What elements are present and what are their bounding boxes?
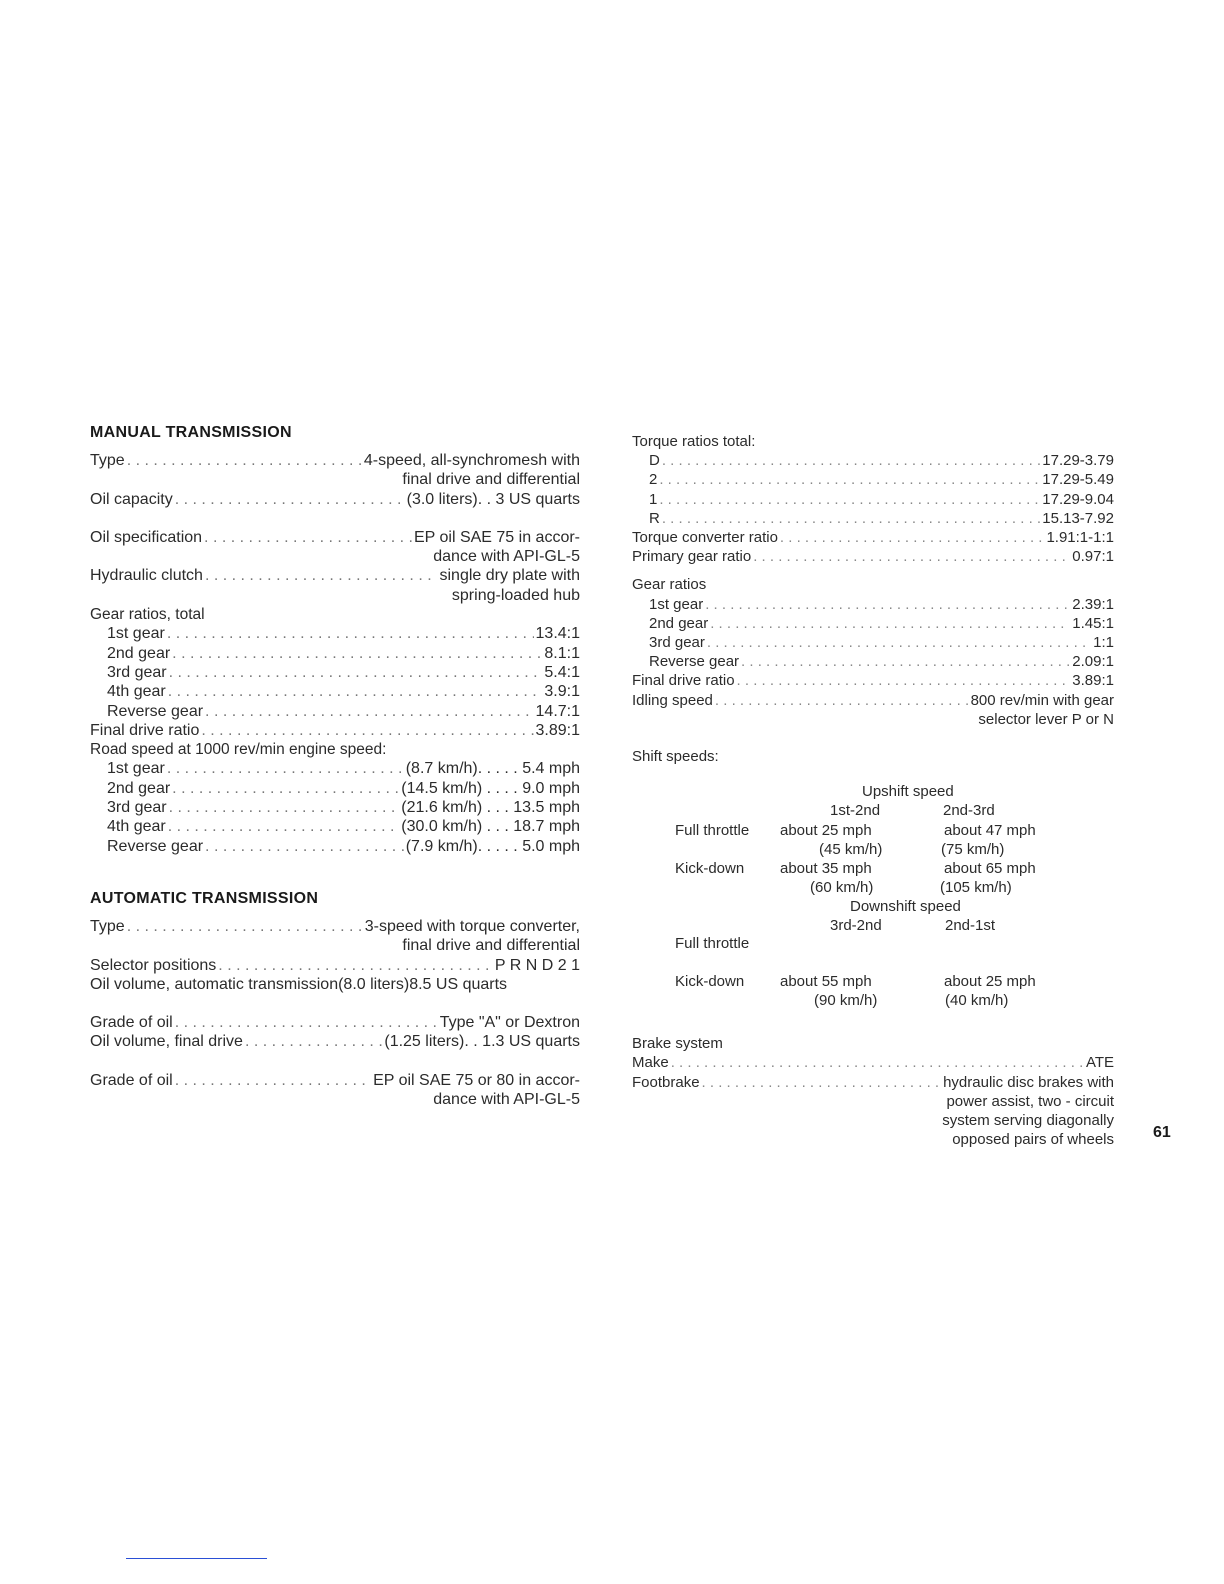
leader-dots xyxy=(245,1032,382,1051)
leader-dots xyxy=(167,624,534,643)
leader-dots xyxy=(205,702,533,721)
spec-value: (1.25 liters). . 1.3 US quarts xyxy=(384,1033,580,1051)
spec-continuation: spring-loaded hub xyxy=(451,586,580,604)
spec-continuation: final drive and differential xyxy=(402,937,580,955)
spec-value: 800 rev/min with gear xyxy=(970,691,1114,709)
spec-continuation: system serving diagonally xyxy=(942,1112,1114,1130)
gear-ratio-row xyxy=(90,624,580,643)
cell-value: about 65 mph xyxy=(944,860,1036,878)
spec-value: (8.7 km/h). . . . . 5.4 mph xyxy=(405,760,580,778)
gear-ratios-label: Gear ratios xyxy=(632,576,707,594)
gear-ratio-row xyxy=(632,633,1114,652)
spec-row-oil-volume-auto xyxy=(90,975,580,994)
spec-row-hydraulic-clutch xyxy=(90,566,580,585)
spec-value: 3.9:1 xyxy=(544,683,580,701)
spec-value: 1.91:1-1:1 xyxy=(1046,529,1114,547)
leader-dots xyxy=(662,451,1040,470)
torque-ratios-label: Torque ratios total: xyxy=(632,433,756,450)
spec-value: 2.39:1 xyxy=(1072,595,1114,613)
spec-value: single dry plate with xyxy=(439,567,580,585)
leader-dots xyxy=(662,509,1040,528)
manual-transmission-heading: MANUAL TRANSMISSION xyxy=(90,424,292,441)
spec-label: Oil volume, final drive xyxy=(90,1033,243,1051)
spec-value: 8.1:1 xyxy=(544,644,580,662)
cell-value: (40 km/h) xyxy=(945,992,1009,1010)
leader-dots xyxy=(167,759,404,778)
leader-dots xyxy=(705,595,1070,614)
spec-value: Type "A" or Dextron xyxy=(439,1014,580,1032)
spec-label: Final drive ratio xyxy=(632,672,735,690)
leader-dots xyxy=(218,956,493,975)
cell-value: (105 km/h) xyxy=(940,879,1012,897)
spec-label: 1st gear xyxy=(107,760,165,778)
spec-text: Oil volume, automatic transmission(8.0 liters)8.5 US quarts xyxy=(90,975,508,993)
cell-value: about 25 mph xyxy=(944,973,1036,991)
spec-label: Grade of oil xyxy=(90,1071,173,1089)
spec-row-converter-ratio xyxy=(632,528,1114,547)
spec-value: (3.0 liters). . 3 US quarts xyxy=(406,490,580,508)
spacer xyxy=(632,729,1114,747)
upshift-title: Upshift speed xyxy=(862,783,954,801)
spec-label: Hydraulic clutch xyxy=(90,567,203,585)
road-speed-label: Road speed at 1000 rev/min engine speed: xyxy=(90,741,387,759)
spec-value: 13.4:1 xyxy=(535,625,580,643)
spec-value: hydraulic disc brakes with xyxy=(943,1073,1114,1091)
row-label-kick-down: Kick-down xyxy=(675,860,745,878)
spec-value: EP oil SAE 75 or 80 in accor- xyxy=(373,1071,580,1089)
spec-label: 1 xyxy=(649,490,658,508)
leader-dots xyxy=(780,528,1045,547)
row-label-full-throttle: Full throttle xyxy=(675,822,750,840)
spec-label: Type xyxy=(90,917,125,935)
spec-label: Idling speed xyxy=(632,691,713,709)
gear-ratio-row xyxy=(632,614,1114,633)
torque-ratio-row xyxy=(632,509,1114,528)
spec-value: EP oil SAE 75 in accor- xyxy=(413,528,580,546)
leader-dots xyxy=(127,917,363,936)
spec-label: 3rd gear xyxy=(649,634,705,652)
leader-dots xyxy=(671,1053,1084,1072)
left-column xyxy=(90,424,580,1109)
torque-ratio-row xyxy=(632,490,1114,509)
spec-label: D xyxy=(649,452,660,470)
spec-label: Selector positions xyxy=(90,956,217,974)
spec-row-oil-capacity xyxy=(90,490,580,509)
spec-row-footbrake xyxy=(632,1073,1114,1092)
spec-value: 3.89:1 xyxy=(535,721,580,739)
spec-value: 1:1 xyxy=(1093,634,1114,652)
spec-label: Grade of oil xyxy=(90,1014,173,1032)
downshift-title: Downshift speed xyxy=(850,898,961,916)
spec-continuation: dance with API-GL-5 xyxy=(433,1091,580,1109)
spec-continuation: opposed pairs of wheels xyxy=(952,1131,1114,1149)
spec-value: 17.29-9.04 xyxy=(1042,490,1114,508)
spec-label: Reverse gear xyxy=(649,653,740,671)
leader-dots xyxy=(710,614,1070,633)
gear-ratio-row xyxy=(90,682,580,701)
spacer xyxy=(90,1052,580,1071)
leader-dots xyxy=(175,1071,371,1090)
spec-row-grade-of-oil xyxy=(90,1013,580,1032)
spec-label: 2nd gear xyxy=(107,644,171,662)
spec-label: Oil specification xyxy=(90,528,203,546)
page-number: 61 xyxy=(1153,1124,1171,1141)
leader-dots xyxy=(172,644,542,663)
spec-row-grade-of-oil-final xyxy=(90,1071,580,1090)
road-speed-row xyxy=(90,759,580,778)
spec-label: R xyxy=(649,509,660,527)
spec-row-oil-specification xyxy=(90,528,580,547)
cell-value: about 47 mph xyxy=(944,822,1036,840)
spec-value: 15.13-7.92 xyxy=(1042,509,1114,527)
gear-ratio-row xyxy=(632,652,1114,671)
cell-value: (45 km/h) xyxy=(819,841,883,859)
spec-label: 3rd gear xyxy=(107,799,167,817)
road-speed-row xyxy=(90,837,580,856)
leader-dots xyxy=(204,528,412,547)
col-header-2nd-1st: 2nd-1st xyxy=(945,917,996,935)
spec-label: 2nd gear xyxy=(107,779,171,797)
torque-ratio-row xyxy=(632,470,1114,489)
spec-value: 17.29-5.49 xyxy=(1042,471,1114,489)
spec-value: (30.0 km/h) . . . 18.7 mph xyxy=(401,818,580,836)
col-header-3rd-2nd: 3rd-2nd xyxy=(830,917,882,935)
spec-label: 1st gear xyxy=(649,595,704,613)
spec-label: Footbrake xyxy=(632,1073,700,1091)
gear-ratios-label: Gear ratios, total xyxy=(90,606,205,624)
leader-dots xyxy=(205,837,404,856)
spec-label: Oil capacity xyxy=(90,490,173,508)
spec-value: 3-speed with torque converter, xyxy=(364,917,580,935)
leader-dots xyxy=(715,691,969,710)
spec-row-oil-volume-final xyxy=(90,1032,580,1051)
right-column xyxy=(632,432,1114,1149)
spec-row-type xyxy=(90,451,580,470)
spacer xyxy=(90,509,580,528)
leader-dots xyxy=(175,1013,438,1032)
spec-label: Make xyxy=(632,1054,669,1072)
leader-dots xyxy=(169,798,400,817)
leader-dots xyxy=(205,566,438,585)
leader-dots xyxy=(127,451,362,470)
road-speed-row xyxy=(90,798,580,817)
leader-dots xyxy=(702,1073,942,1092)
spacer xyxy=(90,856,580,890)
gear-ratio-row xyxy=(632,595,1114,614)
cell-value: about 55 mph xyxy=(780,973,872,991)
leader-dots xyxy=(168,682,543,701)
gear-ratio-row xyxy=(90,702,580,721)
leader-dots xyxy=(168,817,400,836)
spacer xyxy=(632,566,1114,575)
spec-row-idling-speed xyxy=(632,691,1114,710)
spec-value: (14.5 km/h) . . . . 9.0 mph xyxy=(401,779,580,797)
spec-continuation: dance with API-GL-5 xyxy=(433,548,580,566)
spec-row-selector-positions xyxy=(90,956,580,975)
spec-value: 14.7:1 xyxy=(535,702,580,720)
gear-ratio-row xyxy=(90,644,580,663)
leader-dots xyxy=(707,633,1091,652)
cell-value: about 35 mph xyxy=(780,860,872,878)
col-header-2nd-3rd: 2nd-3rd xyxy=(943,802,995,820)
spec-label: 4th gear xyxy=(107,818,166,836)
spec-value: (21.6 km/h) . . . 13.5 mph xyxy=(401,799,580,817)
col-header-1st-2nd: 1st-2nd xyxy=(830,802,881,820)
spec-value: 0.97:1 xyxy=(1072,548,1114,566)
spec-row-make xyxy=(632,1053,1114,1072)
spec-label: Torque converter ratio xyxy=(632,529,778,547)
spec-value: 1.45:1 xyxy=(1072,614,1114,632)
spec-row-primary-gear xyxy=(632,547,1114,566)
torque-ratio-row xyxy=(632,451,1114,470)
spec-label: Reverse gear xyxy=(107,837,204,855)
shift-speeds-table xyxy=(632,766,1114,1010)
cell-value: (90 km/h) xyxy=(814,992,878,1010)
gear-ratio-row xyxy=(90,663,580,682)
spec-value: 5.4:1 xyxy=(544,663,580,681)
spec-label: 2nd gear xyxy=(649,614,709,632)
row-label-full-throttle: Full throttle xyxy=(675,935,750,953)
spec-value: 17.29-3.79 xyxy=(1042,452,1114,470)
leader-dots xyxy=(201,721,533,740)
spec-value: 4-speed, all-synchromesh with xyxy=(363,452,580,469)
spec-value: P R N D 2 1 xyxy=(494,956,580,974)
spec-value: 3.89:1 xyxy=(1072,672,1114,690)
spacer xyxy=(90,994,580,1013)
leader-dots xyxy=(753,547,1070,566)
cell-value: about 25 mph xyxy=(780,822,872,840)
leader-dots xyxy=(659,470,1040,489)
spec-label: Type xyxy=(90,452,125,469)
road-speed-row xyxy=(90,779,580,798)
shift-speeds-label: Shift speeds: xyxy=(632,748,719,766)
leader-dots xyxy=(175,490,405,509)
leader-dots xyxy=(169,663,543,682)
spec-value: ATE xyxy=(1085,1054,1114,1072)
footnote-rule xyxy=(126,1558,267,1559)
spec-continuation: power assist, two - circuit xyxy=(946,1092,1114,1110)
leader-dots xyxy=(172,779,399,798)
spec-continuation: final drive and differential xyxy=(402,471,580,489)
spec-label: Final drive ratio xyxy=(90,721,200,739)
spec-label: 4th gear xyxy=(107,683,166,701)
spec-row-final-drive xyxy=(632,671,1114,690)
spec-label: Reverse gear xyxy=(107,702,204,720)
spec-value: (7.9 km/h). . . . . 5.0 mph xyxy=(405,837,580,855)
brake-system-label: Brake system xyxy=(632,1035,723,1053)
cell-value: (60 km/h) xyxy=(810,879,874,897)
row-label-kick-down: Kick-down xyxy=(675,973,745,991)
spec-continuation: selector lever P or N xyxy=(978,710,1114,728)
spec-label: 2 xyxy=(649,471,658,489)
spec-row-auto-type xyxy=(90,917,580,936)
cell-value: (75 km/h) xyxy=(941,841,1005,859)
automatic-transmission-heading: AUTOMATIC TRANSMISSION xyxy=(90,889,319,907)
spec-label: 1st gear xyxy=(107,625,165,643)
spec-label: Primary gear ratio xyxy=(632,548,752,566)
leader-dots xyxy=(737,671,1071,690)
road-speed-row xyxy=(90,817,580,836)
spec-row-final-drive xyxy=(90,721,580,740)
leader-dots xyxy=(741,652,1070,671)
spec-label: 3rd gear xyxy=(107,663,167,681)
leader-dots xyxy=(659,490,1040,509)
spec-value: 2.09:1 xyxy=(1072,653,1114,671)
